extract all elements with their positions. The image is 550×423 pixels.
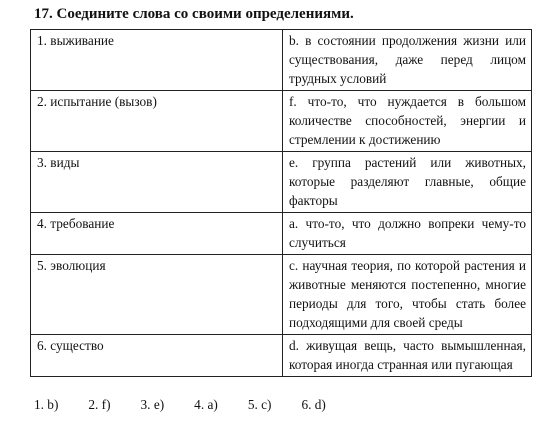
answer-item: 1. b) <box>34 397 59 412</box>
exercise-title: 17. Соедините слова со своими определениями. <box>34 6 354 22</box>
word-cell: 6. существо <box>31 335 283 377</box>
answer-item: 6. d) <box>301 397 326 412</box>
table-row <box>31 91 532 152</box>
definition-cell: с. научная теория, по которой растения и животные меняются постепенно, многие периоды для того, чтобы стать более подходящими для своей среды <box>283 255 532 335</box>
answer-item: 2. f) <box>88 397 111 412</box>
definition-cell: f. что-то, что нуждается в большом количестве способностей, энергии и стремлении к достижению <box>283 91 532 152</box>
word-cell: 3. виды <box>31 152 283 213</box>
word-cell: 1. выживание <box>31 30 283 91</box>
answer-item: 3. е) <box>140 397 165 412</box>
word-cell: 5. эволюция <box>31 255 283 335</box>
definition-cell: b. в состоянии продолжения жизни или существования, даже перед лицом трудных условий <box>283 30 532 91</box>
table-row <box>31 30 532 91</box>
word-cell: 4. требование <box>31 213 283 255</box>
definition-cell: d. живущая вещь, часто вымышленная, которая иногда странная или пугающая <box>283 335 532 377</box>
answer-item: 5. с) <box>247 397 272 412</box>
table-row <box>31 213 532 255</box>
definition-cell: е. группа растений или животных, которые разделяют главные, общие факторы <box>283 152 532 213</box>
answer-item: 4. а) <box>194 397 218 412</box>
matching-table <box>30 29 532 377</box>
table-row <box>31 255 532 335</box>
table-row <box>31 335 532 377</box>
answer-key <box>34 397 356 413</box>
table-row <box>31 152 532 213</box>
word-cell: 2. испытание (вызов) <box>31 91 283 152</box>
definition-cell: а. что-то, что должно вопреки чему-то случиться <box>283 213 532 255</box>
